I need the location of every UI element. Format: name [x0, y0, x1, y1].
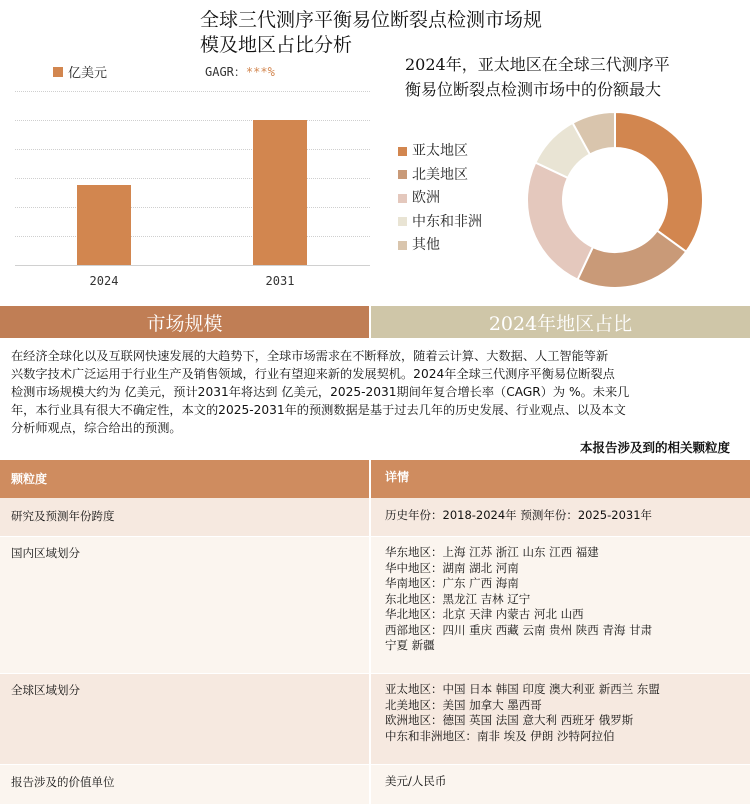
donut-slice-2: [578, 231, 687, 288]
legend-label: 北美地区: [412, 166, 468, 183]
cagr-value: ***%: [245, 65, 275, 79]
legend-swatch: [398, 147, 407, 156]
detail-line: 历史年份：2018-2024年 预测年份：2025-2031年: [385, 508, 653, 522]
paragraph-line: 年，本行业具有很大不确定性，本文的2025-2031年的预测数据是基于过去几年的历史发展、行业观点、以及本文: [11, 403, 626, 417]
legend-label: 中东和非洲: [412, 213, 482, 230]
row-label: 全球区域划分: [11, 683, 80, 697]
intro-paragraph: [11, 347, 739, 437]
table-cell: [0, 674, 369, 764]
table-cell: [371, 765, 750, 804]
gridline: [15, 207, 370, 208]
row-label: 报告涉及的价值单位: [11, 775, 115, 789]
row-detail: [385, 774, 446, 790]
detail-line: 美元/人民币: [385, 774, 447, 788]
bar-2031: [253, 120, 307, 265]
pie-legend-item: [398, 234, 440, 254]
pie-legend-item: [398, 211, 482, 231]
table-row: [0, 674, 750, 764]
page-title-line: 全球三代测序平衡易位断裂点检测市场规: [200, 9, 543, 31]
table-row: [0, 498, 750, 536]
x-axis-baseline: [15, 265, 370, 266]
detail-line: 华东地区：上海 江苏 浙江 山东 江西 福建: [385, 545, 599, 559]
legend-label: 其他: [412, 237, 440, 253]
gridline: [15, 120, 370, 121]
x-tick-label: 2024: [89, 274, 119, 288]
market-size-bar-chart: [0, 0, 380, 300]
pie-chart-title: [405, 52, 735, 102]
x-tick-label: 2031: [265, 274, 295, 288]
detail-line: 华南地区：广东 广西 海南: [385, 576, 519, 590]
table-cell: [371, 498, 750, 536]
cagr-text: GAGR：: [205, 65, 246, 79]
page-title-line: 模及地区占比分析: [200, 34, 353, 56]
table-cell: [0, 537, 369, 673]
table-row: [0, 765, 750, 804]
paragraph-line: 检测市场规模大约为 亿美元，预计2031年将达到 亿美元，2025-2031期间年复合增长率（CAGR）为 %。未来几: [11, 385, 630, 399]
table-header-label: 颗粒度: [11, 472, 48, 486]
detail-line: 东北地区：黑龙江 吉林 辽宁: [385, 591, 531, 606]
bar-2024: [77, 185, 131, 265]
pie-legend-item: [398, 164, 468, 184]
table-header-row: [0, 460, 750, 498]
row-label: 研究及预测年份跨度: [11, 509, 115, 523]
table-cell: [0, 765, 369, 804]
detail-line: 西部地区：四川 重庆 西藏 云南 贵州 陕西 青海 甘肃: [385, 622, 653, 637]
pie-legend-item: [398, 140, 468, 160]
region-share-band: 2024年地区占比: [371, 306, 750, 338]
table-cell: [371, 537, 750, 673]
market-size-band: 市场规模: [0, 306, 369, 338]
pie-legend-item: [398, 187, 440, 207]
gridline: [15, 178, 370, 179]
pie-title-line: 衡易位断裂点检测市场中的份额最大: [405, 80, 662, 99]
row-label: 国内区域划分: [11, 546, 80, 560]
donut-slice-3: [527, 163, 593, 280]
detail-line: 宁夏 新疆: [385, 638, 435, 652]
detail-line: 欧洲地区：德国 英国 法国 意大利 西班牙 俄罗斯: [385, 713, 634, 727]
paragraph-line: 分析师观点，综合给出的预测。: [11, 421, 182, 435]
detail-line: 亚太地区：中国 日本 韩国 印度 澳大利亚 新西兰 东盟: [385, 682, 660, 696]
legend-swatch: [398, 194, 407, 203]
detail-line: 华北地区：北京 天津 内蒙古 河北 山西: [385, 607, 584, 621]
detail-line: 中东和非洲地区：南非 埃及 伊朗 沙特阿拉伯: [385, 728, 615, 743]
row-detail: [385, 508, 652, 524]
paragraph-line: 在经济全球化以及互联网快速发展的大趋势下，全球市场需求在不断释放，随着云计算、大数据、人工智能等新: [11, 349, 609, 363]
legend-swatch: [398, 217, 407, 226]
detail-line: 华中地区：湖南 湖北 河南: [385, 560, 519, 575]
region-share-donut-chart: [520, 105, 710, 295]
table-header-label: 详情: [385, 470, 410, 484]
gridline: [15, 91, 370, 92]
table-row: [0, 537, 750, 673]
legend-swatch: [398, 241, 407, 250]
gridline: [15, 149, 370, 150]
row-detail: [385, 682, 660, 744]
table-caption: 本报告涉及到的相关颗粒度: [579, 440, 730, 455]
gridline: [15, 236, 370, 237]
row-detail: [385, 545, 652, 654]
bar-legend-label: 亿美元: [68, 66, 108, 81]
paragraph-line: 兴数字技术广泛运用于行业生产及销售领域，行业有望迎来新的发展契机。2024年全球三代测序平衡易位断裂点: [11, 367, 615, 381]
pie-title-line: 2024年，亚太地区在全球三代测序平: [405, 55, 670, 74]
legend-label: 亚太地区: [412, 143, 468, 159]
table-cell: [371, 674, 750, 764]
table-cell: [0, 498, 369, 536]
detail-line: 北美地区：美国 加拿大 墨西哥: [385, 697, 542, 712]
table-header-cell: [371, 460, 750, 498]
table-header-cell: [0, 460, 369, 498]
legend-swatch: [398, 170, 407, 179]
legend-label: 欧洲: [412, 190, 440, 206]
